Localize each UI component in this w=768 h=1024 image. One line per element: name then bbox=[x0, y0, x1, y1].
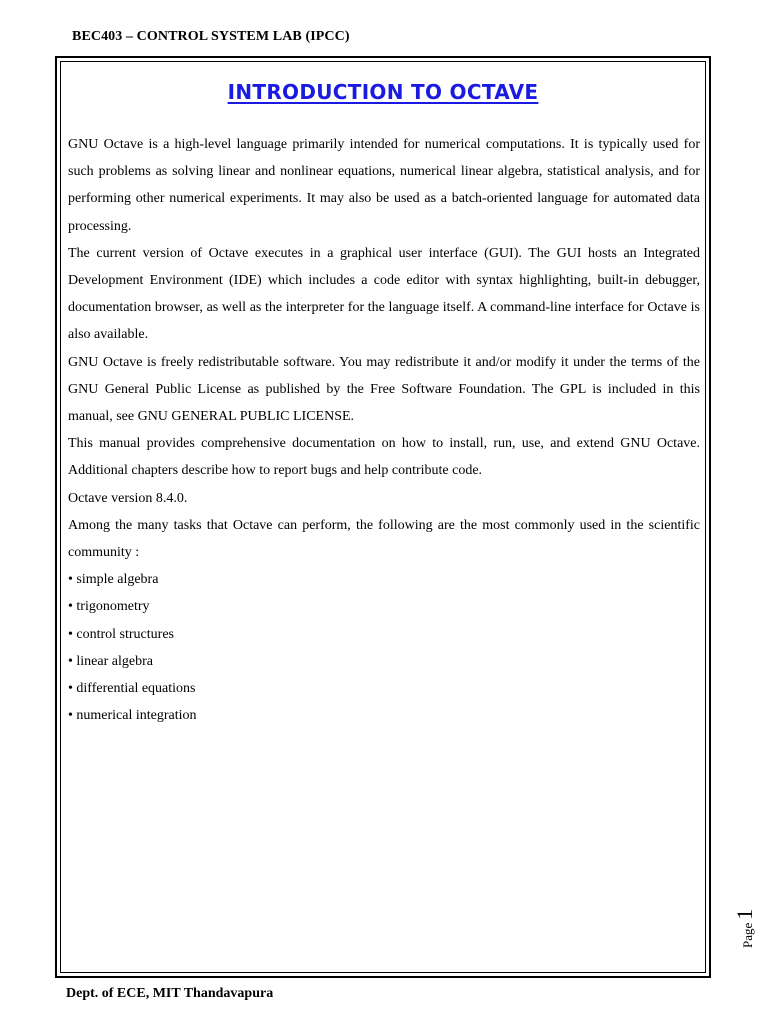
paragraph-version: Octave version 8.4.0. bbox=[68, 490, 188, 506]
paragraph-gui: The current version of Octave executes in a graphical user interface (GUI). The GUI hosts an Integrated Development Environment (IDE) which includes a code editor with syntax highlighting, built-in debugger, documentation browser, as well as the interpreter for the language itself. A command-line interface for Octave is also available. bbox=[68, 245, 700, 343]
paragraph-license: GNU Octave is freely redistributable software. You may redistribute it and/or modify it under the terms of the GNU General Public License as published by the Free Software Foundation. The GPL is included in this manual, see GNU GENERAL PUBLIC LICENSE. bbox=[68, 354, 700, 425]
list-item: • trigonometry bbox=[68, 599, 150, 615]
list-item: • simple algebra bbox=[68, 572, 159, 588]
paragraph-manual: This manual provides comprehensive documentation on how to install, run, use, and extend GNU Octave. Additional chapters describe how to report bugs and help contribute code. bbox=[68, 436, 700, 479]
document-title: INTRODUCTION TO OCTAVE bbox=[227, 80, 539, 104]
page-header: BEC403 – CONTROL SYSTEM LAB (IPCC) bbox=[72, 29, 350, 44]
page-footer: Dept. of ECE, MIT Thandavapura bbox=[66, 986, 274, 1001]
list-item: • numerical integration bbox=[68, 708, 197, 724]
paragraph-tasks: Among the many tasks that Octave can perform, the following are the most commonly used in the scientific community : bbox=[68, 517, 700, 561]
list-item: • differential equations bbox=[68, 681, 196, 697]
paragraph-intro: GNU Octave is a high-level language primarily intended for numerical computations. It is typically used for such problems as solving linear and nonlinear equations, numerical linear algebra, statistical analysis, and for performing other numerical experiments. It may also be used as a batch-oriented language for automated data processing. bbox=[68, 137, 700, 234]
list-item: • control structures bbox=[68, 626, 174, 642]
list-item: • linear algebra bbox=[68, 653, 153, 669]
page-number-label bbox=[722, 904, 762, 948]
body-content bbox=[68, 131, 700, 729]
page-number: 1 bbox=[732, 908, 757, 920]
page-word: Page bbox=[740, 922, 755, 948]
task-list bbox=[68, 566, 700, 729]
